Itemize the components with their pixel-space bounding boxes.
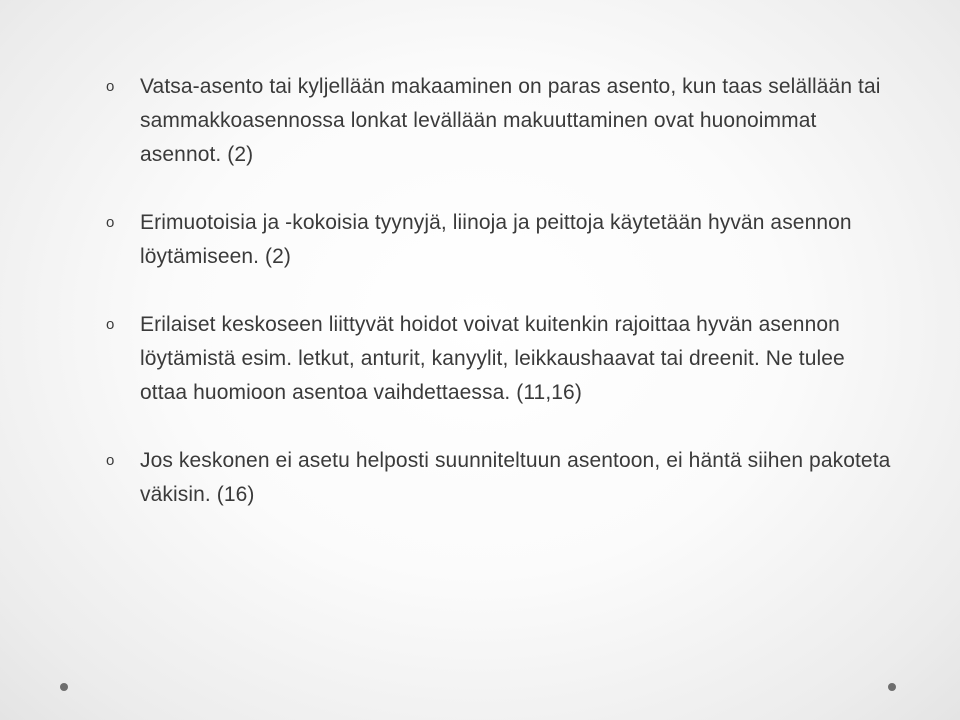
decorative-dot-right-icon	[888, 683, 896, 691]
bullet-item-4	[104, 444, 894, 512]
bullet-marker-icon: o	[106, 78, 115, 95]
bullet-marker-icon: o	[106, 214, 115, 231]
bullet-marker-icon: o	[106, 452, 115, 469]
decorative-dot-left-icon	[60, 683, 68, 691]
bullet-text: Erilaiset keskoseen liittyvät hoidot voivat kuitenkin rajoittaa hyvän asennon löytämistä esim. letkut, anturit, kanyylit, leikkaushaavat tai dreenit. Ne tulee ottaa huomioon asentoa vaihdettaessa. (11,16)	[140, 313, 845, 404]
bullet-text: Erimuotoisia ja -kokoisia tyynyjä, liinoja ja peittoja käytetään hyvän asennon löytämiseen. (2)	[140, 211, 852, 268]
bullet-text: Vatsa-asento tai kyljellään makaaminen on paras asento, kun taas selällään tai sammakkoasennossa lonkat levällään makuuttaminen ovat huonoimmat asennot. (2)	[140, 75, 881, 166]
bullet-list	[104, 70, 894, 546]
bullet-item-2	[104, 206, 894, 274]
bullet-text: Jos keskonen ei asetu helposti suunniteltuun asentoon, ei häntä siihen pakoteta väkisin. (16)	[140, 449, 891, 506]
bullet-marker-icon: o	[106, 316, 115, 333]
bullet-item-3	[104, 308, 894, 410]
bullet-item-1	[104, 70, 894, 172]
